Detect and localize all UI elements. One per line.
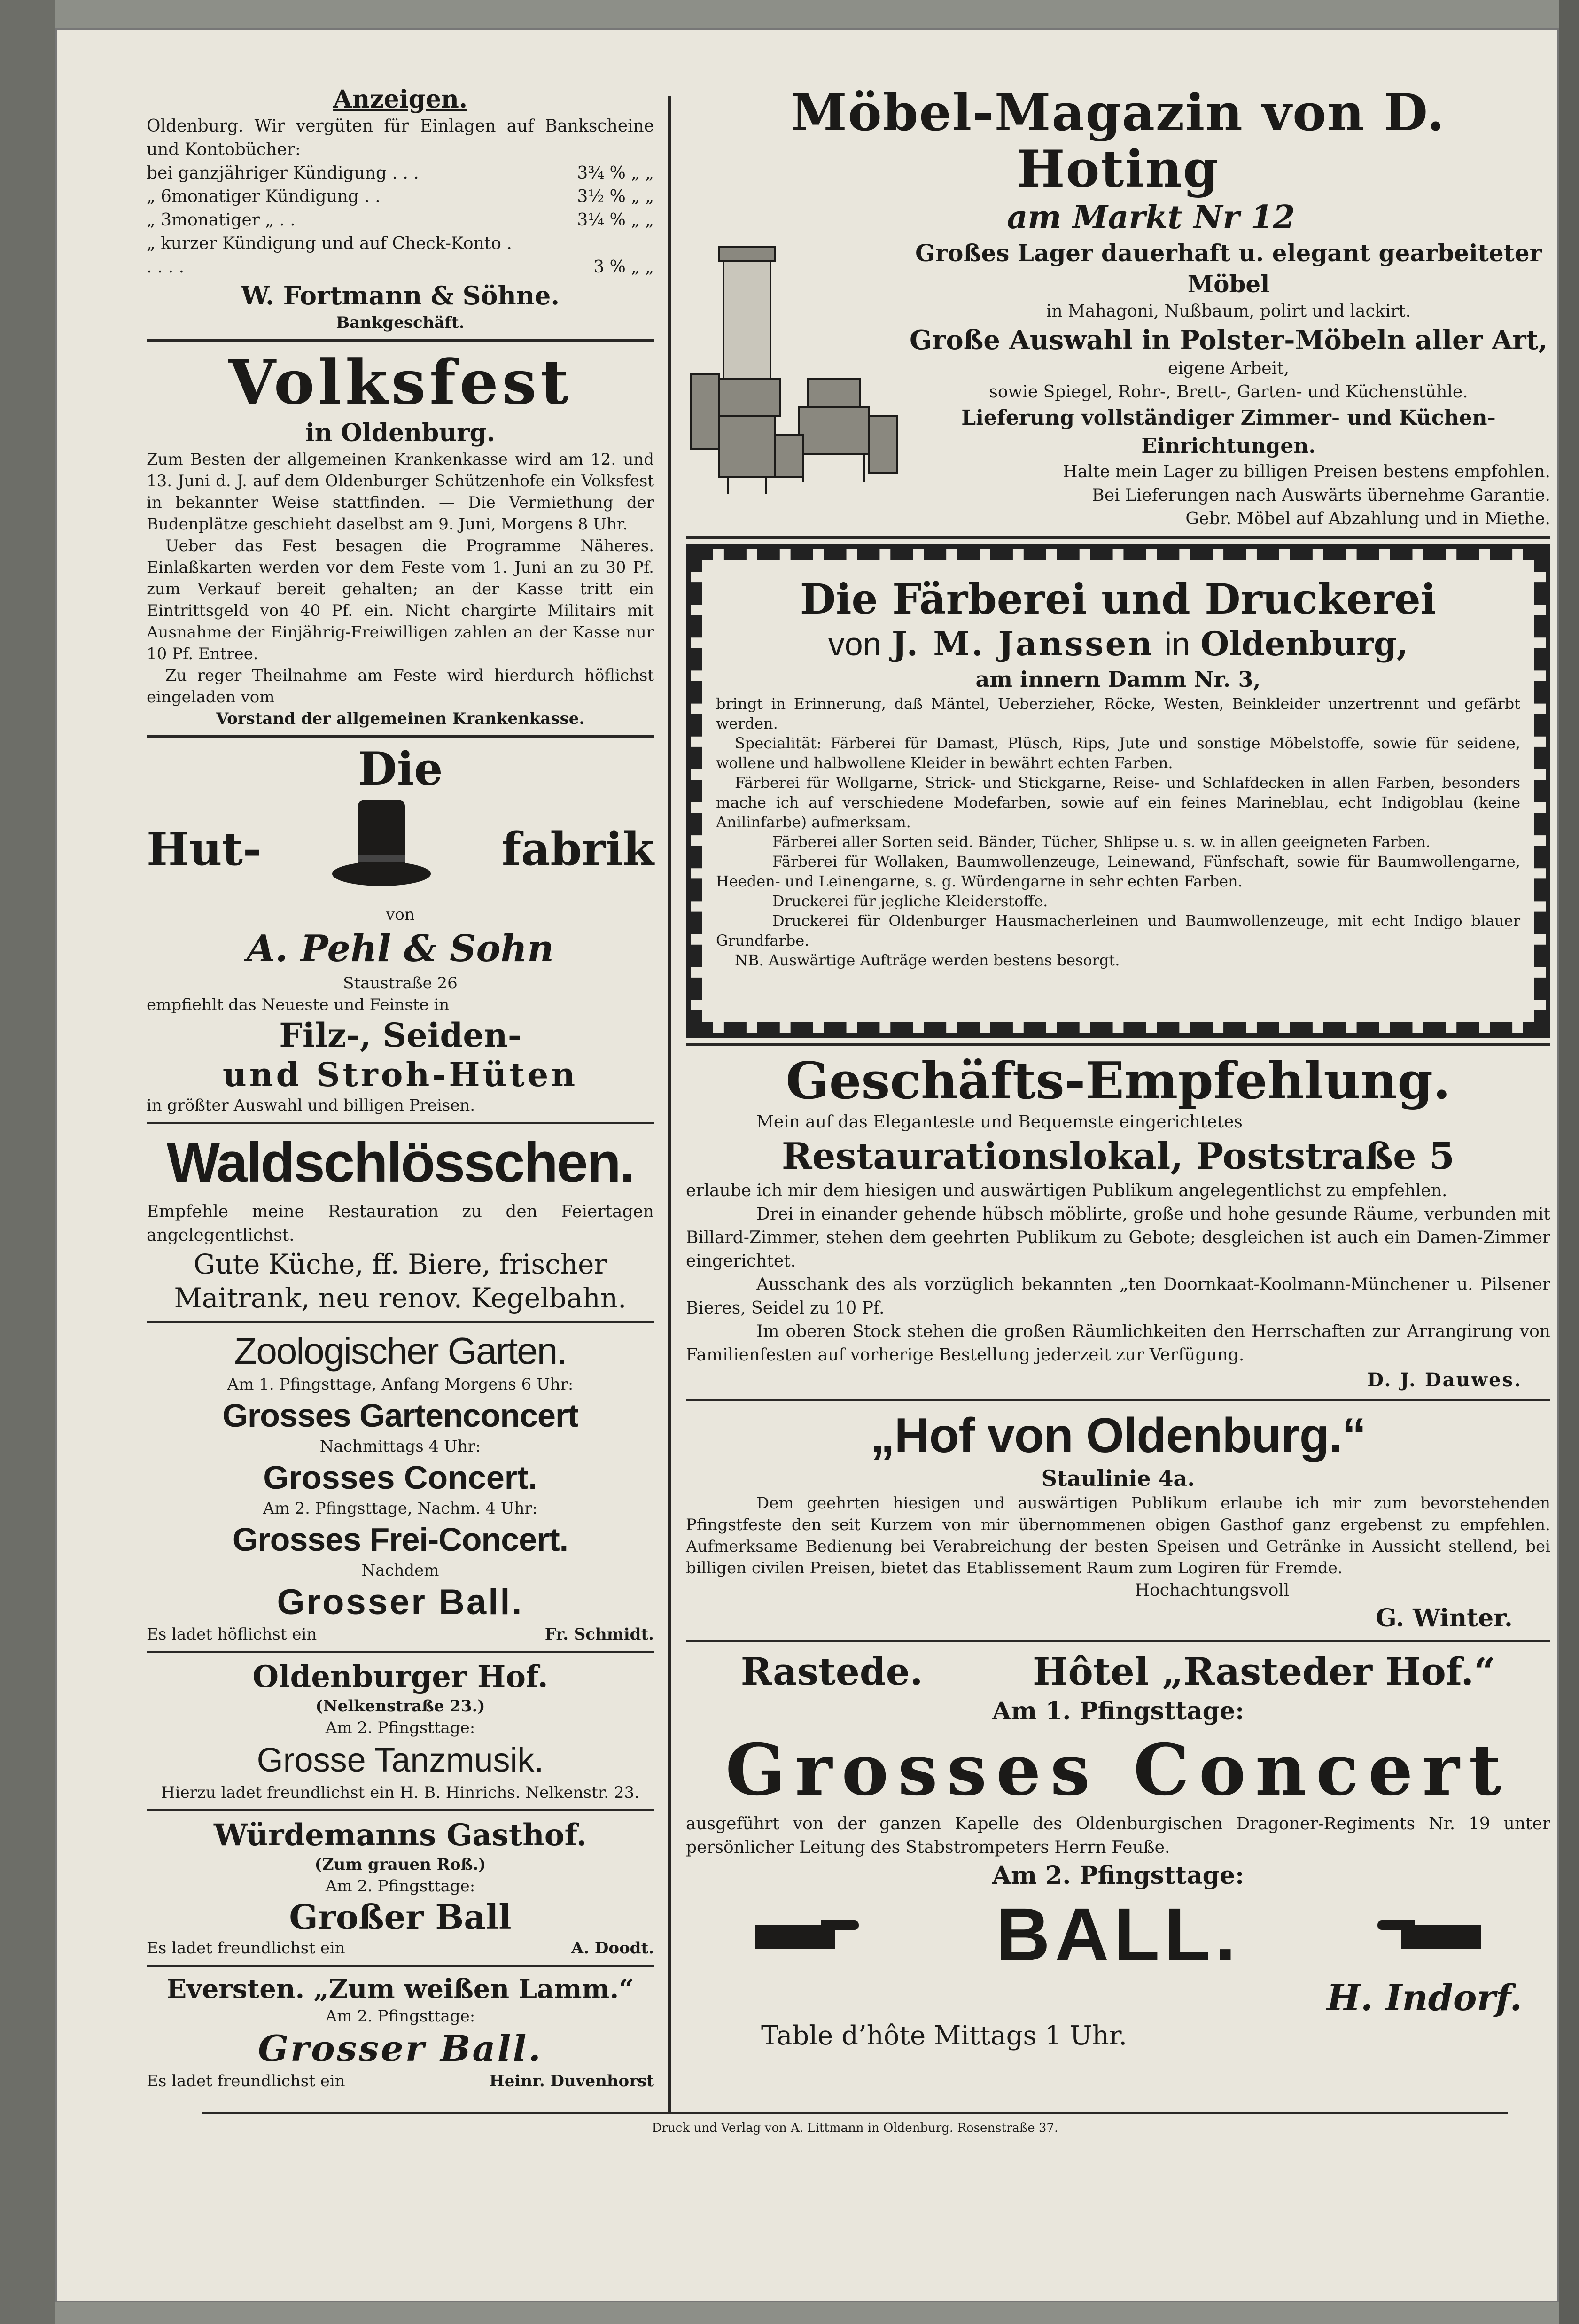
geschaeft-sign: D. J. Dauwes. [1367,1369,1522,1391]
geschaeft-p1: erlaube ich mir dem hiesigen und auswärtigen Publikum angelegentlichst zu empfehlen. [686,1181,1447,1200]
moebel-l7: Halte mein Lager zu billigen Preisen bestens empfohlen. [1063,462,1550,482]
separator [686,1043,1550,1046]
rate-row [147,185,654,209]
ad-waldschloesschen [147,1130,654,1315]
faerberei-von: von [828,626,881,662]
ad-volksfest [147,347,654,730]
ad-zoo [147,1329,654,1645]
volksfest-body: Zum Besten der allgemeinen Krankenkasse wird am 12. und 13. Juni d. J. auf dem Oldenburger Schützenhofe ein Volksfest in bekannter Weise stattfinden. — Die Vermiethung der Budenplätze geschieht daselbst am 9. Juni, Morgens 8 Uhr. [147,450,654,534]
faerberei-p1: bringt in Erinnerung, daß Mäntel, Ueberzieher, Röcke, Westen, Beinkleider unzertrennt und gefärbt werden. [716,695,1520,732]
hut-word: Hut- [147,823,262,876]
geschaeft-title: Geschäfts-Empfehlung. [786,1051,1451,1111]
wuerd-sign: A. Doodt. [571,1939,654,1958]
faerberei-nb: NB. Auswärtige Aufträge werden bestens besorgt. [735,951,1120,969]
zoo-e: Am 2. Pfingsttage, Nachm. 4 Uhr: [263,1499,538,1518]
bank-firm-sub: Bankgeschäft. [336,313,465,332]
rasteder-day1: Am 1. Pfingsttage: [992,1697,1245,1726]
ohof-title: Oldenburger Hof. [252,1659,548,1694]
ohof-event: Grosse Tanzmusik. [257,1741,544,1779]
geschaeft-p3: Ausschank des als vorzüglich bekannten „ten Doornkaat-Koolmann-Münchener u. Pilsener Bieres, Seidel zu 10 Pf. [686,1275,1550,1318]
ad-eversten [147,1973,654,2092]
zoo-a: Am 1. Pfingsttage, Anfang Morgens 6 Uhr: [227,1375,574,1394]
wuerd-day: Am 2. Pfingsttage: [325,1877,475,1896]
faerberei-inner [707,565,1530,970]
hof-title: „Hof von Oldenburg.“ [870,1408,1366,1463]
wuerd-invite: Es ladet freundlichst ein [147,1939,345,1958]
ad-geschaeft [686,1051,1550,1393]
separator [686,536,1550,539]
separator [147,1651,654,1653]
hof-sign: G. Winter. [1376,1604,1513,1632]
moebel-text [907,238,1550,531]
wald-l2: Maitrank, neu renov. Kegelbahn. [174,1282,627,1314]
wald-title: Waldschlösschen. [166,1131,634,1194]
rate-value: 3 % „ „ [593,257,654,277]
faerberei-city: Oldenburg, [1200,624,1408,663]
volksfest-body3: Zu reger Theilnahme am Feste wird hierdurch höflichst eingeladen vom [147,666,654,707]
pointing-hand-left-icon [1375,1916,1483,1953]
volksfest-subtitle: in Oldenburg. [305,419,495,447]
ad-anzeigen [147,85,654,334]
separator [147,1122,654,1124]
eversten-foot [147,2070,654,2092]
ad-wuerdemann [147,1817,654,1959]
moebel-l8: Bei Lieferungen nach Auswärts übernehme Garantie. [1092,486,1550,505]
wald-line: Empfehle meine Restauration zu den Feiertagen angelegentlichst. [147,1202,654,1245]
moebel-body [686,238,1550,531]
wald-l1: Gute Küche, ff. Biere, frischer [193,1248,607,1280]
ohof-addr: (Nelkenstraße 23.) [315,1697,485,1716]
separator [686,1399,1550,1401]
ad-oldenburger-hof [147,1659,654,1803]
volksfest-body2: Ueber das Fest besagen die Programme Näheres. Einlaßkarten werden vor dem Feste vom 1. Juni an zu 30 Pf. zum Verkauf bereit gehalten; an der Kasse tritt ein Eintrittsgeld von 40 Pf. ein. Nicht chargirte Militairs mit Ausnahme der Einjährig-Freiwilligen zahlen an der Kasse nur 10 Pf. Entree. [147,536,654,663]
faerberei-p7: Druckerei für Oldenburger Hausmacherleinen und Baumwollenzeuge, mit echt Indigo blauer Grundfarbe. [716,912,1520,949]
furniture-illustration [686,238,907,501]
moebel-l6: Lieferung vollständiger Zimmer- und Küchen-Einrichtungen. [961,406,1496,458]
hut-address: Staustraße 26 [343,974,458,993]
anzeigen-title: Anzeigen. [333,85,467,114]
hof-p: Dem geehrten hiesigen und auswärtigen Publikum erlaube ich mir zum bevorstehenden Pfingstfeste den seit Kurzem von mir übernommenen obigen Gasthof ganz ergebenst zu empfehlen. Aufmerksame Bedienung bei Verabreichung der besten Speisen und Getränke in Aussicht stellend, bei billigen civilen Preisen, bietet das Etablissement Raum zum Logiren für Fremde. [686,1494,1550,1578]
hut-products-2: und Stroh-Hüten [222,1055,578,1094]
separator [686,1640,1550,1642]
rate-value: 3¾ % „ „ [577,163,654,183]
rate-value: 3¼ % „ „ [577,210,654,230]
hut-products-1: Filz-, Seiden- [279,1016,521,1055]
left-column [147,85,654,2092]
moebel-l4: eigene Arbeit, [1167,359,1290,378]
rate-label: „ 3monatiger „ . . [147,210,296,230]
separator [147,1321,654,1323]
faerberei-p4: Färberei aller Sorten seid. Bänder, Tücher, Shlipse u. s. w. in allen geeigneten Farben. [772,833,1431,851]
ohof-foot: Hierzu ladet freundlichst ein H. B. Hinrichs. Nelkenstr. 23. [161,1783,639,1802]
geschaeft-p4: Im oberen Stock stehen die großen Räumlichkeiten den Herrschaften zur Arrangirung von Familienfesten auf vorherige Bestellung jederzeit zur Verfügung. [686,1322,1550,1365]
page-edge [1559,0,1579,2324]
wuerd-sub: (Zum grauen Roß.) [314,1855,486,1874]
rasteder-table: Table d’hôte Mittags 1 Uhr. [761,2021,1128,2051]
rate-row [147,232,654,279]
zoo-foot [147,1624,654,1645]
zoo-h: Grosser Ball. [277,1582,524,1622]
volksfest-title: Volksfest [228,346,573,418]
eversten-title: Eversten. „Zum weißen Lamm.“ [166,1974,634,2005]
anzeigen-intro: Oldenburg. Wir vergüten für Einlagen auf Bankscheine und Kontobücher: [147,117,654,159]
rate-label: „ kurzer Kündigung und auf Check-Konto . . . . . [147,234,512,277]
ad-hutfabrik [147,743,654,1116]
ad-faerberei [686,544,1550,1038]
eversten-day: Am 2. Pfingsttage: [325,2007,475,2026]
faerberei-p6: Druckerei für jegliche Kleiderstoffe. [772,892,1048,910]
moebel-l9: Gebr. Möbel auf Abzahlung und in Miethe. [1185,509,1550,529]
ad-moebel [686,85,1550,531]
wuerd-event: Großer Ball [289,1897,512,1937]
eversten-sign: Heinr. Duvenhorst [489,2072,654,2091]
ad-hof-von-oldenburg [686,1407,1550,1634]
separator [147,735,654,738]
moebel-title: Möbel-Magazin von D. Hoting [791,83,1446,199]
separator [147,339,654,342]
faerberei-p5: Färberei für Wollaken, Baumwollenzeuge, Leinewand, Fünfschaft, sowie für Baumwollengarne, Heeden- und Leinengarne, s. g. Würdengarne in sehr echten Farben. [716,853,1520,890]
zoo-c: Nachmittags 4 Uhr: [319,1437,481,1456]
moebel-l3: Große Auswahl in Polster-Möbeln aller Art, [910,325,1548,356]
rate-row [147,162,654,185]
separator [147,1809,654,1811]
faerberei-p3: Färberei für Wollgarne, Strick- und Stickgarne, Reise- und Schlafdecken in allen Farben, besonders mache ich auf verschiedene Modefarben, sowie auf ein feines Marineblau, echt Indigoblau (keine Anilinfarbe) aufmerksam. [716,774,1520,831]
zoo-d: Grosses Concert. [263,1459,537,1496]
right-column [686,85,1550,2053]
hof-addr: Staulinie 4a. [1041,1466,1195,1491]
zoo-b: Grosses Gartenconcert [222,1397,578,1434]
geschaeft-p2: Drei in einander gehende hübsch möblirte, große und hohe gesunde Räume, verbunden mit Billard-Zimmer, stehen dem geehrten Publikum zu Gebote; desgleichen ist auch ein Damen-Zimmer eingerichtet. [686,1205,1550,1271]
rasteder-day2: Am 2. Pfingsttage: [992,1861,1245,1890]
bank-firm: W. Fortmann & Söhne. [241,280,560,311]
volksfest-sign: Vorstand der allgemeinen Krankenkasse. [216,709,585,728]
moebel-l1: Großes Lager dauerhaft u. elegant gearbeiteter Möbel [915,239,1542,298]
wuerd-foot [147,1937,654,1959]
column-divider [668,96,671,2112]
hut-firm: A. Pehl & Sohn [247,927,554,970]
eversten-invite: Es ladet freundlichst ein [147,2072,345,2091]
imprint-footer: Druck und Verlag von A. Littmann in Oldenburg. Rosenstraße 37. [202,2112,1508,2135]
rasteder-ball-row [686,1892,1550,1977]
moebel-sub: am Markt Nr 12 [1007,199,1295,236]
zoo-g: Nachdem [361,1561,439,1580]
rate-value: 3½ % „ „ [577,187,654,206]
moebel-l5: sowie Spiegel, Rohr-, Brett-, Garten- und Küchenstühle. [989,382,1468,402]
moebel-l2: in Mahagoni, Nußbaum, polirt und lackirt. [1046,302,1411,321]
rate-label: „ 6monatiger Kündigung . . [147,187,381,206]
rasteder-place: Rastede. [740,1649,923,1694]
pointing-hand-right-icon [753,1916,861,1953]
faerberei-firm: J. M. Janssen [891,624,1154,663]
rate-label: bei ganzjähriger Kündigung . . . [147,163,419,183]
rasteder-desc: ausgeführt von der ganzen Kapelle des Oldenburgischen Dragoner-Regiments Nr. 19 unter persönlicher Leitung des Stabstrompeters Herrn Feuße. [686,1814,1550,1857]
zoo-invite: Es ladet höflichst ein [147,1625,317,1644]
ad-rasteder-hof [686,1648,1550,2053]
hut-foot: in größter Auswahl und billigen Preisen. [147,1096,475,1115]
faerberei-p2: Specialität: Färberei für Damast, Plüsch, Rips, Jute und sonstige Möbelstoffe, sowie für seidene, wollene und halbwollene Kleider in bewährt echten Farben. [716,734,1520,772]
faerberei-addr: am innern Damm Nr. 3, [975,667,1261,692]
faerberei-title: Die Färberei und Druckerei [800,575,1437,623]
fabrik-word: fabrik [501,823,654,876]
rasteder-head [686,1648,1550,1695]
eversten-event: Grosser Ball. [258,2028,543,2069]
hut-line-text: empfiehlt das Neueste und Feinste in [147,995,450,1014]
rasteder-concert: Grosses Concert [725,1729,1511,1811]
separator [147,1965,654,1967]
zoo-title: Zoologischer Garten. [234,1330,567,1372]
rasteder-hotel: Hôtel „Rasteder Hof.“ [1032,1649,1496,1694]
top-hat-icon [330,795,433,904]
rasteder-sign: H. Indorf. [1327,1977,1522,2019]
hut-line [147,795,654,904]
rate-row [147,209,654,232]
hut-von: von [386,905,415,924]
geschaeft-l2: Restaurationslokal, Poststraße 5 [781,1135,1455,1178]
zoo-sign: Fr. Schmidt. [544,1625,654,1644]
wuerd-title: Würdemanns Gasthof. [213,1818,587,1853]
ohof-day: Am 2. Pfingsttage: [325,1718,475,1737]
book-binding [0,0,55,2324]
hof-greet: Hochachtungsvoll [1135,1581,1290,1600]
rasteder-ball: BALL. [996,1892,1241,1976]
zoo-f: Grosses Frei-Concert. [232,1521,568,1558]
geschaeft-l1: Mein auf das Eleganteste und Bequemste eingerichtetes [756,1112,1243,1132]
faerberei-firm-line [716,623,1520,665]
hut-die: Die [358,742,443,795]
faerberei-in: in [1164,626,1190,662]
